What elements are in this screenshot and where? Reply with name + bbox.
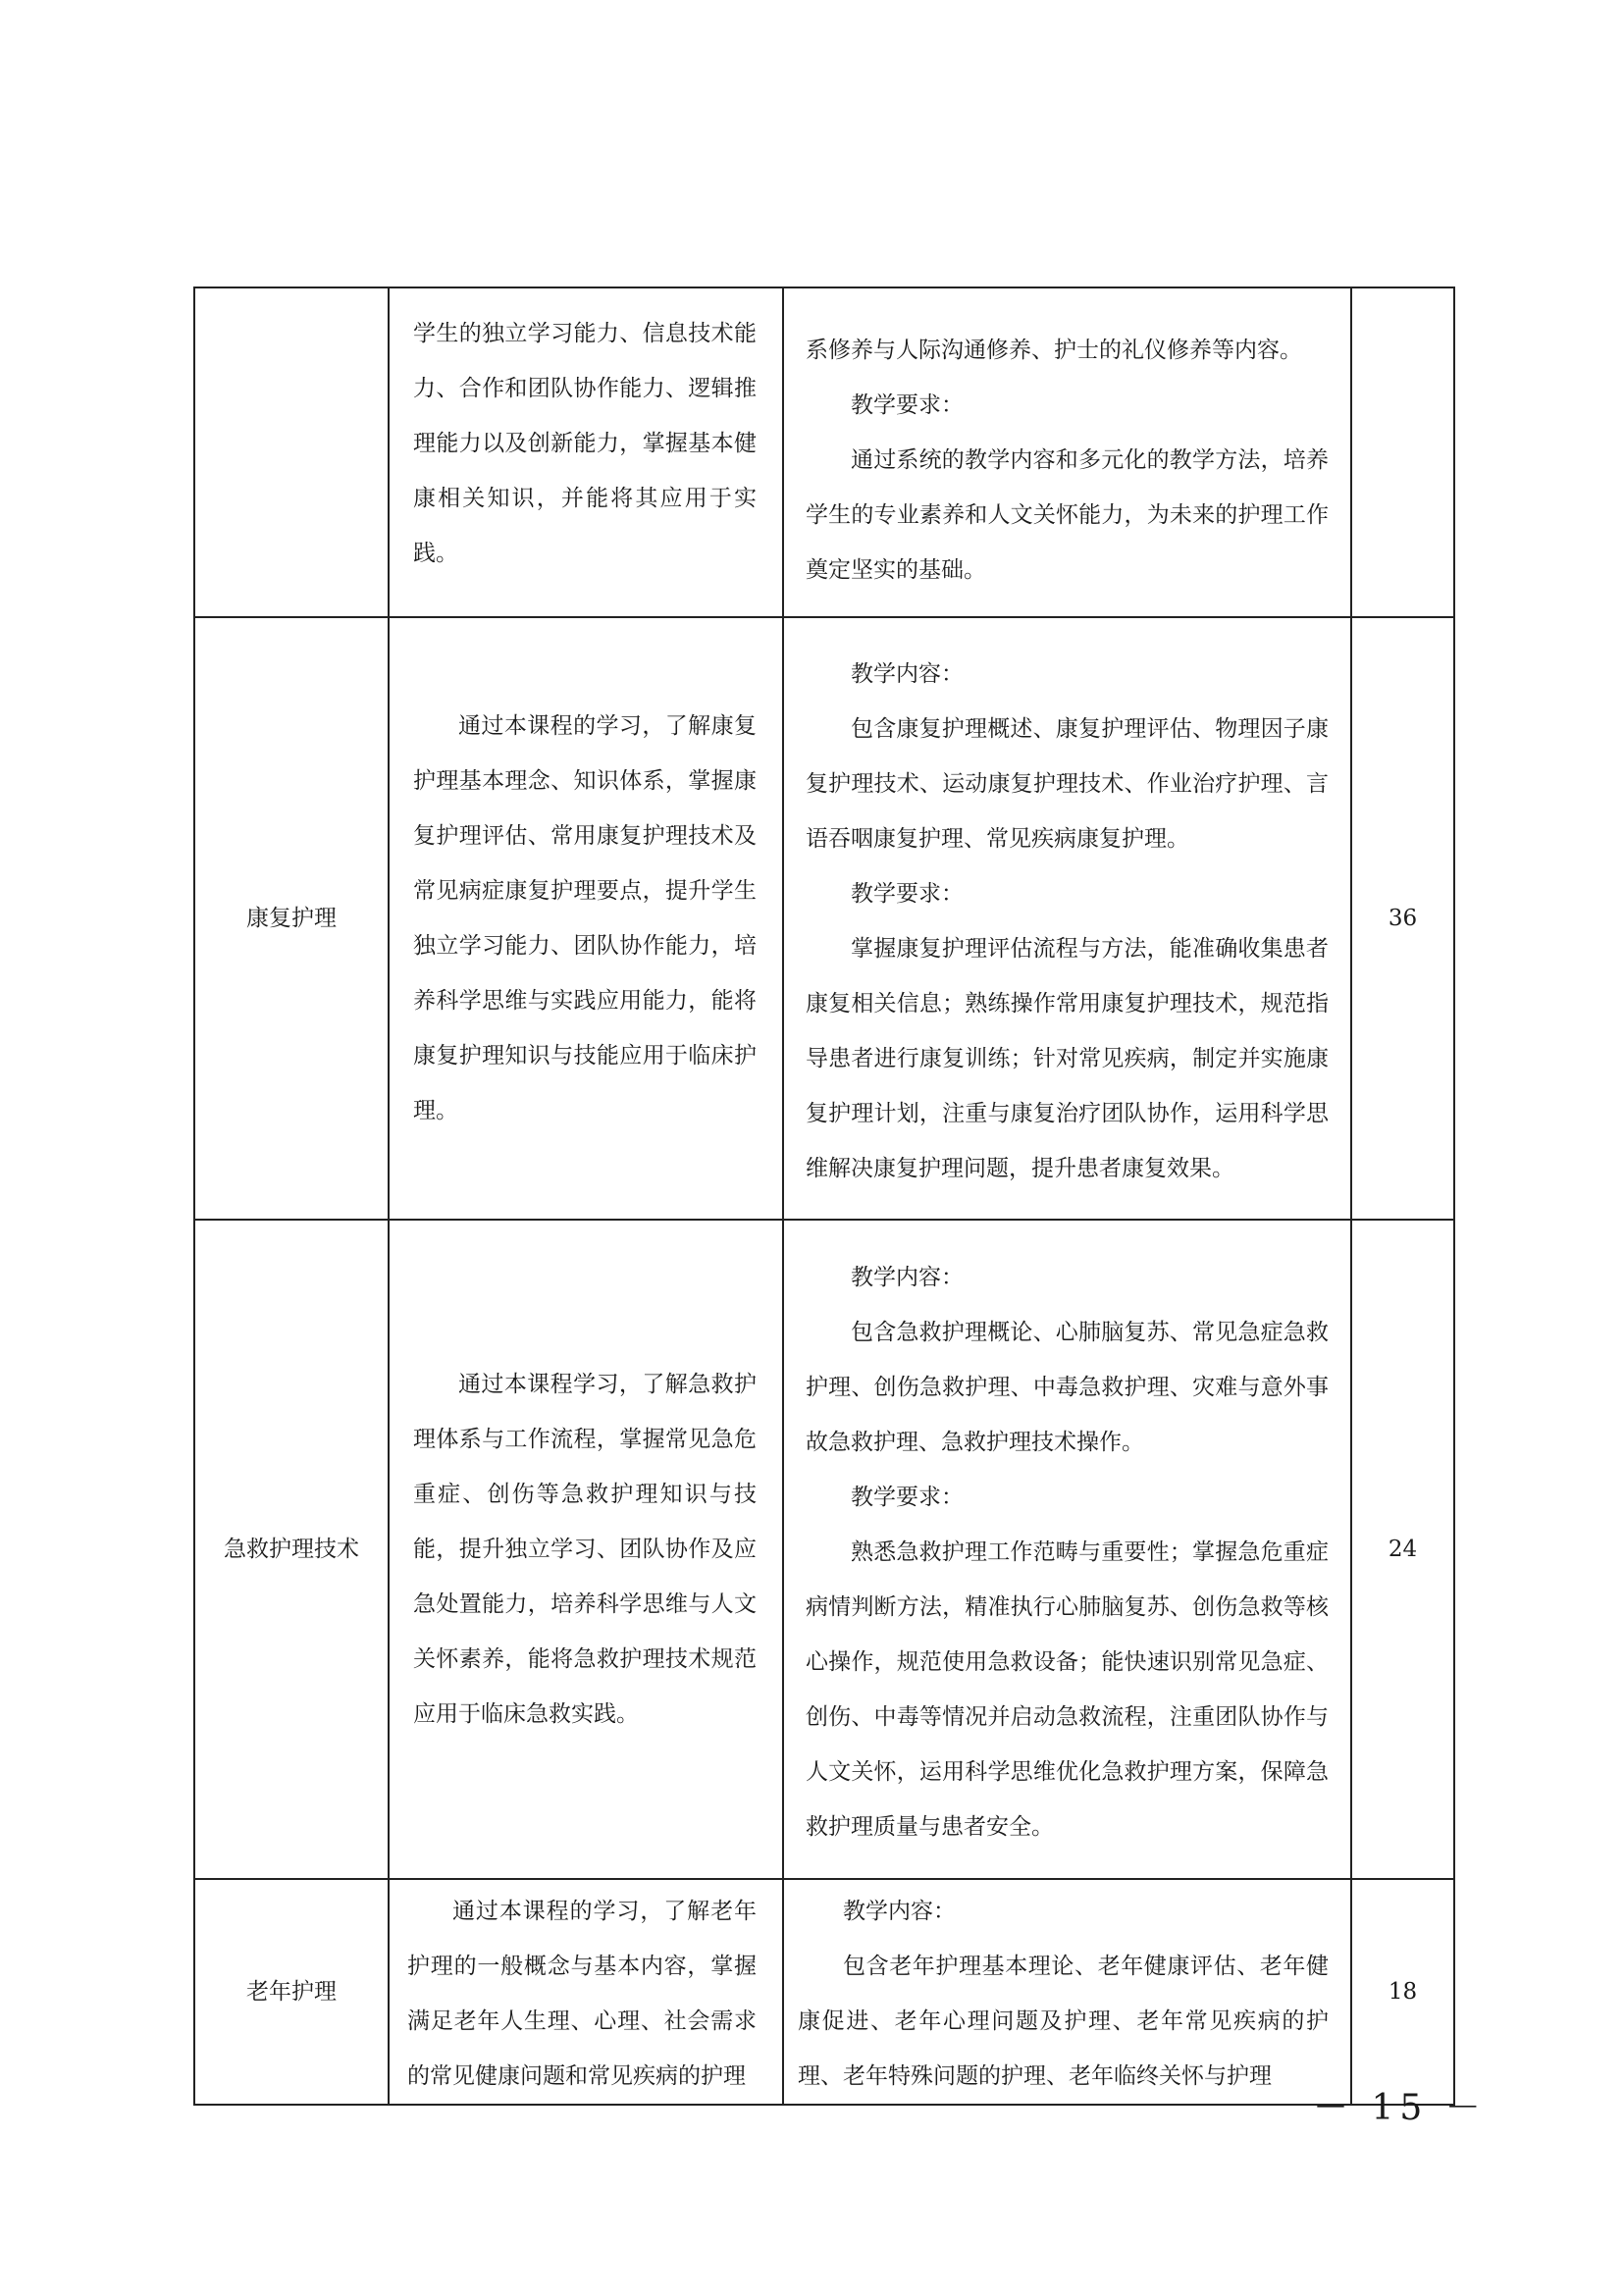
requirement-text: 掌握康复护理评估流程与方法，能准确收集患者康复相关信息；熟练操作常用康复护理技术，规范指导患者进行康复训练；针对常见疾病，制定并实施康复护理计划，注重与康复治疗团队协作，运用科学思维解决康复护理问题，提升患者康复效果。 (806, 936, 1329, 1181)
content-text: 包含老年护理基本理论、老年健康评估、老年健康促进、老年心理问题及护理、老年常见疾病的护理、老年特殊问题的护理、老年临终关怀与护理 (798, 1954, 1329, 2089)
table-row (194, 1879, 1454, 2105)
table-row (194, 1220, 1454, 1879)
page-number: － 15 － (1313, 2088, 1487, 2128)
requirement-text: 通过系统的教学内容和多元化的教学方法，培养学生的专业素养和人文关怀能力，为未来的护理工作奠定坚实的基础。 (806, 447, 1329, 583)
course-hours-cell: 18 (1351, 1879, 1454, 2105)
course-hours-cell: 36 (1351, 617, 1454, 1220)
course-name-cell (194, 287, 389, 617)
course-content-cell (783, 617, 1351, 1220)
content-text: 包含急救护理概论、心肺脑复苏、常见急症急救护理、创伤急救护理、中毒急救护理、灾难与意外事故急救护理、急救护理技术操作。 (806, 1320, 1329, 1455)
course-name-cell: 康复护理 (194, 617, 389, 1220)
requirement-text: 熟悉急救护理工作范畴与重要性；掌握急危重症病情判断方法，精准执行心肺脑复苏、创伤急救等核心操作，规范使用急救设备；能快速识别常见急症、创伤、中毒等情况并启动急救流程，注重团队协作与人文关怀，运用科学思维优化急救护理方案，保障急救护理质量与患者安全。 (806, 1539, 1329, 1840)
course-table (193, 287, 1455, 2106)
requirement-label: 教学要求： (851, 881, 964, 907)
course-content-cell (783, 287, 1351, 617)
course-goal-text: 通过本课程学习，了解急救护理体系与工作流程，掌握常见急危重症、创伤等急救护理知识与技能，提升独立学习、团队协作及应急处置能力，培养科学思维与人文关怀素养，能将急救护理技术规范应用于临床急救实践。 (413, 1372, 757, 1727)
table-row (194, 617, 1454, 1220)
requirement-label: 教学要求： (851, 392, 964, 418)
course-goal-cell (389, 1220, 783, 1879)
course-content-cell (783, 1220, 1351, 1879)
course-goal-text: 通过本课程的学习，了解康复护理基本理念、知识体系，掌握康复护理评估、常用康复护理技术及常见病症康复护理要点，提升学生独立学习能力、团队协作能力，培养科学思维与实践应用能力，能将康复护理知识与技能应用于临床护理。 (413, 713, 757, 1123)
course-hours-cell: 24 (1351, 1220, 1454, 1879)
content-text: 包含康复护理概述、康复护理评估、物理因子康复护理技术、运动康复护理技术、作业治疗护理、言语吞咽康复护理、常见疾病康复护理。 (806, 716, 1329, 852)
course-name-cell: 急救护理技术 (194, 1220, 389, 1879)
table-row (194, 287, 1454, 617)
course-goal-text: 通过本课程的学习，了解老年护理的一般概念与基本内容，掌握满足老年人生理、心理、社会需求的常见健康问题和常见疾病的护理 (407, 1899, 757, 2089)
course-goal-cell (389, 1879, 783, 2105)
content-label: 教学内容： (851, 661, 964, 687)
course-content-cell (783, 1879, 1351, 2105)
course-goal-text: 学生的独立学习能力、信息技术能力、合作和团队协作能力、逻辑推理能力以及创新能力，掌握基本健康相关知识，并能将其应用于实践。 (413, 321, 757, 566)
content-label: 教学内容： (851, 1265, 964, 1290)
content-label: 教学内容： (843, 1899, 956, 1924)
course-name-cell: 老年护理 (194, 1879, 389, 2105)
course-goal-cell (389, 617, 783, 1220)
requirement-label: 教学要求： (851, 1485, 964, 1510)
content-text: 系修养与人际沟通修养、护士的礼仪修养等内容。 (806, 338, 1302, 363)
course-goal-cell (389, 287, 783, 617)
course-hours-cell (1351, 287, 1454, 617)
